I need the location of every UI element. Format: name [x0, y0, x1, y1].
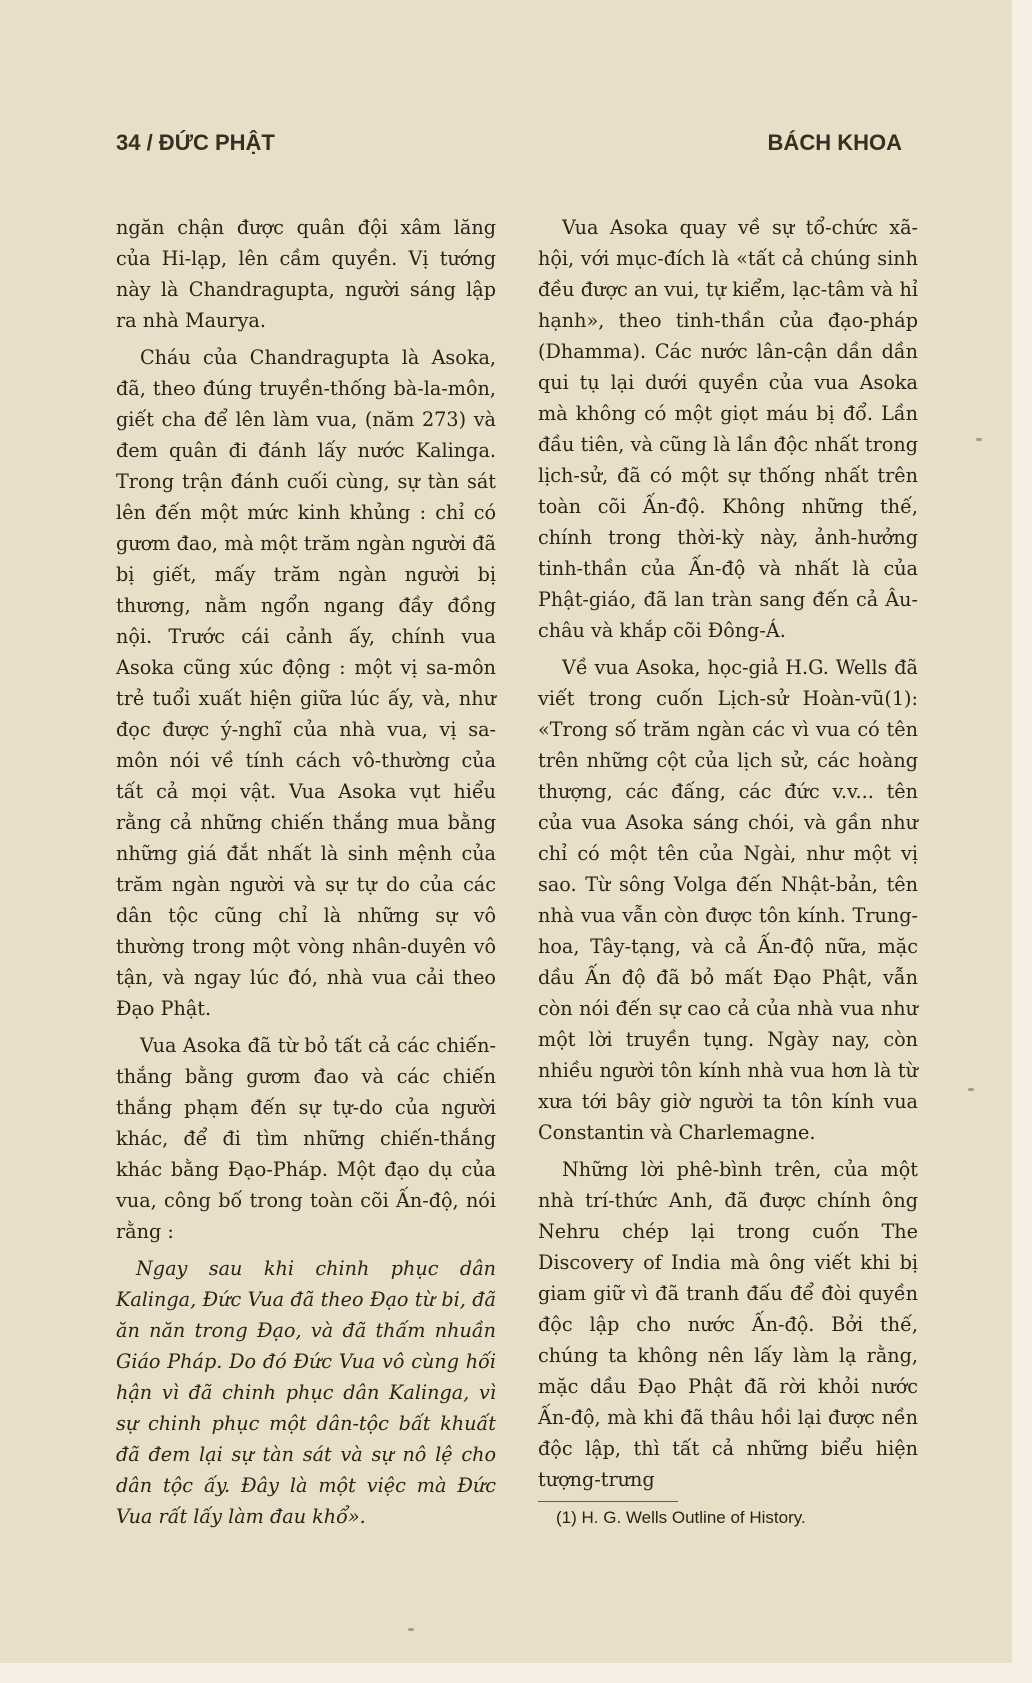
left-paragraph-3: Vua Asoka đã từ bỏ tất cả các chiến-thắng bằng gươm đao và các chiến thắng phạm đến sự tự-do của người khác, để đi tìm những chiến-thắng khác bằng Đạo-Pháp. Một đạo dụ của vua, công bố trong toàn cõi Ấn-độ, nói rằng : [116, 1034, 496, 1243]
edict-quote: Ngay sau khi chinh phục dân Kalinga, Đức Vua đã theo Đạo từ bi, đã ăn năn trong Đạo, và đã thấm nhuần Giáo Pháp. Do đó Đức Vua vô cùng hối hận vì đã chinh phục dân Kalinga, vì sự chinh phục một dân-tộc bất khuất đã đem lại sự tàn sát và sự nô lệ cho dân tộc ấy. Đây là một việc mà Đức Vua rất lấy làm đau khổ». [116, 1257, 496, 1528]
right-paragraph-3: Những lời phê-bình trên, của một nhà trí-thức Anh, đã được chính ông Nehru chép lại trong cuốn The Discovery of India mà ông viết khi bị giam giữ vì đã tranh đấu để đòi quyền độc lập cho nước Ấn-độ. Bởi thế, chúng ta không nên lấy làm lạ rằng, mặc dầu Đạo Phật đã rời khỏi nước Ấn-độ, mà khi đã thâu hồi lại được nền độc lập, thì tất cả những biểu hiện tượng-trưng [538, 1158, 918, 1491]
footnote: (1) H. G. Wells Outline of History. [556, 1508, 806, 1527]
right-paragraph-1: Vua Asoka quay về sự tổ-chức xã-hội, với mục-đích là «tất cả chúng sinh đều được an vui, tự kiểm, lạc-tâm và hỉ hạnh», theo tinh-thần của đạo-pháp (Dhamma). Các nước lân-cận dần dần qui tụ lại dưới quyền của vua Asoka mà không có một giọt máu bị đổ. Lần đầu tiên, và cũng là lần độc nhất trong lịch-sử, đã có một sự thống nhất trên toàn cõi Ấn-độ. Không những thế, chính trong thời-kỳ này, ảnh-hưởng tinh-thần của Ấn-độ và nhất là của Phật-giáo, đã lan tràn sang đến cả Âu-châu và khắp cõi Đông-Á. [538, 216, 918, 642]
paper-speck [976, 438, 982, 441]
footnote-rule [538, 1501, 678, 1506]
header-page-title: 34 / ĐỨC PHẬT [116, 130, 275, 155]
paper-speck [408, 1628, 414, 1631]
left-paragraph-2: Cháu của Chandragupta là Asoka, đã, theo đúng truyền-thống bà-la-môn, giết cha để lên làm vua, (năm 273) và đem quân đi đánh lấy nước Kalinga. Trong trận đánh cuối cùng, sự tàn sát lên đến một mức kinh khủng : chỉ có gươm đao, mà một trăm ngàn người đã bị giết, mấy trăm ngàn người bị thương, nằm ngổn ngang đầy đồng nội. Trước cái cảnh ấy, chính vua Asoka cũng xúc động : một vị sa-môn trẻ tuổi xuất hiện giữa lúc ấy, và, như đọc được ý-nghĩ của nhà vua, vị sa-môn nói về tính cách vô-thường của tất cả mọi vật. Vua Asoka vụt hiểu rằng cả những chiến thắng mua bằng những giá đắt nhất là sinh mệnh của trăm ngàn người và sự tự do của các dân tộc cũng chỉ là những sự vô thường trong một vòng nhân-duyên vô tận, và ngay lúc đó, nhà vua cải theo Đạo Phật. [116, 346, 496, 1020]
right-paragraph-2: Về vua Asoka, học-giả H.G. Wells đã viết trong cuốn Lịch-sử Hoàn-vũ(1): «Trong số trăm ngàn các vì vua có tên trên những cột của lịch sử, các hoàng thượng, các đấng, các đức v.v... tên của vua Asoka sáng chói, và gần như chỉ có một tên của Ngài, như một vị sao. Từ sông Volga đến Nhật-bản, tên nhà vua vẫn còn được tôn kính. Trung-hoa, Tây-tạng, và cả Ấn-độ nữa, mặc dầu Ấn độ đã bỏ mất Đạo Phật, vẫn còn nói đến sự cao cả của nhà vua như một lời truyền tụng. Ngày nay, còn nhiều người tôn kính nhà vua hơn là từ xưa tới bây giờ người ta tôn kính vua Constantin và Charlemagne. [538, 656, 918, 1144]
page-header [116, 130, 902, 156]
header-magazine-name: BÁCH KHOA [767, 130, 902, 155]
left-column [116, 212, 496, 1538]
paper-speck [968, 1088, 974, 1091]
left-paragraph-1: ngăn chận được quân đội xâm lăng của Hi-lạp, lên cầm quyền. Vị tướng này là Chandragupta, người sáng lập ra nhà Maurya. [116, 216, 496, 332]
right-column [538, 212, 918, 1538]
text-columns [116, 212, 918, 1538]
